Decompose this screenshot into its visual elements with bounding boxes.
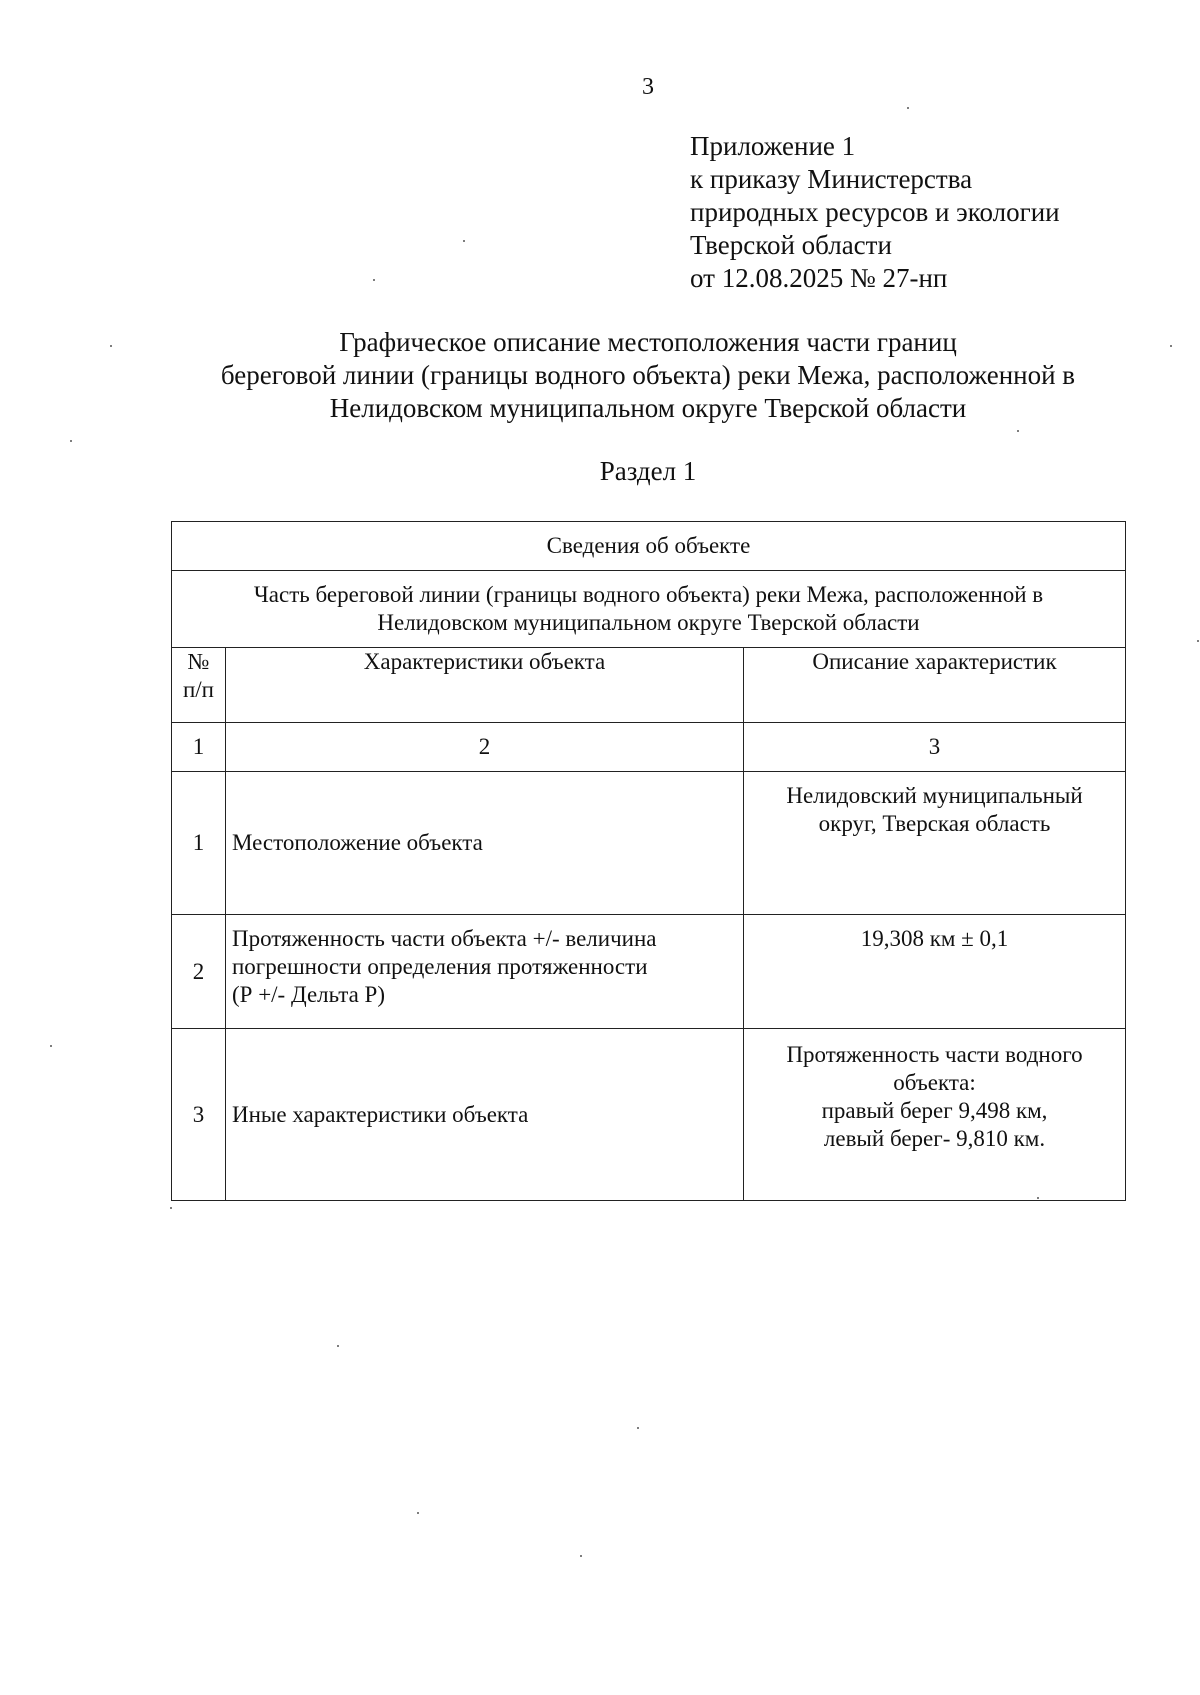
- row-number: 2: [172, 915, 226, 1029]
- row-description-line: Протяженность части водного: [786, 1042, 1083, 1067]
- scan-speck: [1197, 640, 1199, 642]
- scan-speck: [373, 279, 375, 281]
- row-characteristic: [226, 915, 744, 1029]
- appendix-block: [690, 130, 1170, 295]
- row-characteristic-line: погрешности определения протяженности: [232, 954, 648, 979]
- appendix-line: Приложение 1: [690, 131, 856, 161]
- table-header: Сведения об объекте: [172, 522, 1126, 571]
- column-number: 1: [172, 723, 226, 772]
- table-row: [172, 772, 1126, 915]
- row-description: [744, 1029, 1126, 1201]
- row-characteristic-line: Иные характеристики объекта: [232, 1101, 529, 1127]
- row-description-line: правый берег 9,498 км,: [821, 1098, 1048, 1123]
- scan-speck: [417, 1512, 419, 1514]
- column-number: 2: [226, 723, 744, 772]
- row-number: 3: [172, 1029, 226, 1201]
- scan-speck: [580, 1555, 582, 1557]
- column-header-characteristic: Характеристики объекта: [226, 648, 744, 723]
- object-name-line: Часть береговой линии (границы водного объекта) реки Межа, расположенной в: [253, 582, 1044, 607]
- document-title: [100, 326, 1196, 425]
- appendix-line: к приказу Министерства: [690, 164, 973, 194]
- scan-speck: [1017, 430, 1019, 432]
- row-description-line: округ, Тверская область: [818, 811, 1051, 836]
- section-title: Раздел 1: [599, 456, 697, 486]
- title-line: береговой линии (границы водного объекта) реки Межа, расположенной в: [220, 360, 1076, 390]
- table-row: [172, 915, 1126, 1029]
- object-info-table: [171, 521, 1126, 1201]
- column-header-description: Описание характеристик: [744, 648, 1126, 723]
- row-characteristic-line: Протяженность части объекта +/- величина: [232, 926, 657, 951]
- appendix-line: от 12.08.2025 № 27-нп: [690, 263, 948, 293]
- column-header-num-line: п/п: [182, 677, 214, 702]
- row-characteristic: [226, 1029, 744, 1201]
- row-description-line: левый берег- 9,810 км.: [823, 1126, 1046, 1151]
- row-characteristic-line: Местоположение объекта: [232, 830, 483, 855]
- appendix-line: природных ресурсов и экологии: [690, 197, 1060, 227]
- column-header-num-line: №: [187, 649, 210, 674]
- title-line: Нелидовском муниципальном округе Тверской области: [329, 393, 967, 423]
- scan-speck: [907, 107, 909, 109]
- scan-speck: [463, 240, 465, 242]
- table-row: [172, 1029, 1126, 1201]
- column-number: 3: [744, 723, 1126, 772]
- appendix-line: Тверской области: [690, 230, 892, 260]
- scan-speck: [70, 440, 72, 442]
- scan-speck: [170, 1207, 172, 1209]
- page-number: 3: [642, 74, 654, 100]
- scan-speck: [637, 1427, 639, 1429]
- scan-speck: [110, 345, 112, 347]
- row-description: [744, 915, 1126, 1029]
- row-description-line: Нелидовский муниципальный: [786, 783, 1083, 808]
- row-description: [744, 772, 1126, 915]
- row-characteristic: [226, 772, 744, 915]
- row-number: 1: [172, 772, 226, 915]
- object-name-line: Нелидовском муниципальном округе Тверской области: [377, 610, 920, 635]
- object-name-cell: [172, 571, 1126, 648]
- row-characteristic-line: (Р +/- Дельта Р): [232, 982, 385, 1007]
- title-line: Графическое описание местоположения части границ: [339, 327, 957, 357]
- column-header-num: [172, 648, 226, 723]
- row-description-line: объекта:: [893, 1070, 976, 1095]
- scan-speck: [1037, 1197, 1039, 1199]
- scan-speck: [337, 1345, 339, 1347]
- row-description-line: 19,308 км ± 0,1: [860, 926, 1009, 951]
- scan-speck: [1170, 345, 1172, 347]
- scan-speck: [50, 1045, 52, 1047]
